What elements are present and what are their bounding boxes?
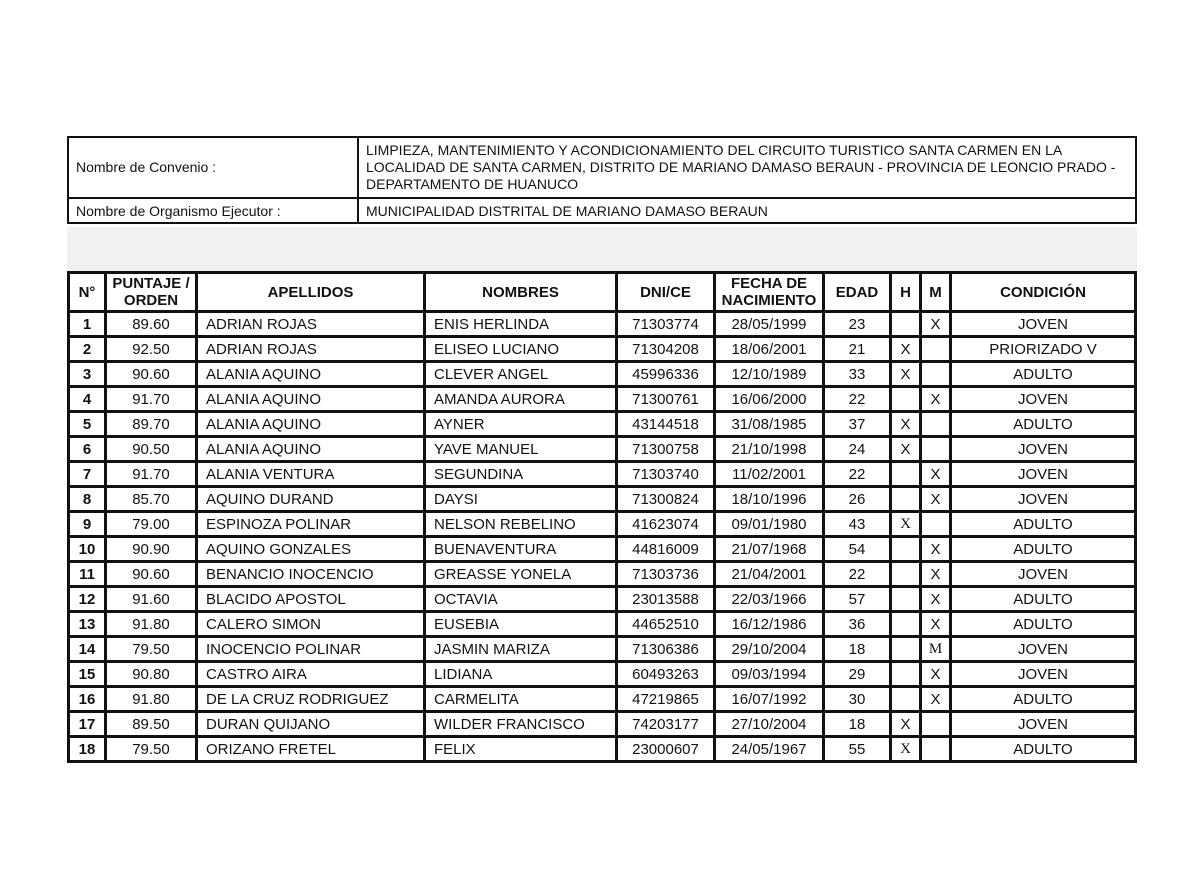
cell-nombres: JASMIN MARIZA [426,638,615,660]
cell-h [892,538,919,560]
col-header-m: M [922,274,949,310]
cell-m: X [922,613,949,635]
cell-m [922,738,949,760]
col-header-nombres: NOMBRES [426,274,615,310]
cell-apellidos: ALANIA AQUINO [198,438,423,460]
cell-condicion: ADULTO [952,363,1134,385]
cell-dni: 23013588 [618,588,713,610]
cell-number: 3 [70,363,104,385]
cell-fecha: 27/10/2004 [716,713,822,735]
organismo-value: MUNICIPALIDAD DISTRITAL DE MARIANO DAMASO BERAUN [359,199,1135,222]
cell-fecha: 22/03/1966 [716,588,822,610]
cell-apellidos: ADRIAN ROJAS [198,313,423,335]
cell-apellidos: ORIZANO FRETEL [198,738,423,760]
cell-number: 16 [70,688,104,710]
cell-condicion: ADULTO [952,588,1134,610]
cell-condicion: PRIORIZADO V [952,338,1134,360]
cell-number: 2 [70,338,104,360]
cell-puntaje: 90.80 [107,663,195,685]
table-row [70,688,1134,710]
cell-number: 13 [70,613,104,635]
cell-h [892,638,919,660]
cell-edad: 22 [825,463,889,485]
cell-h: X [892,738,919,760]
table-row [70,738,1134,760]
cell-puntaje: 79.50 [107,638,195,660]
cell-apellidos: ALANIA AQUINO [198,413,423,435]
table-row [70,513,1134,535]
cell-nombres: WILDER FRANCISCO [426,713,615,735]
cell-number: 14 [70,638,104,660]
cell-number: 17 [70,713,104,735]
document-sheet [67,136,1137,763]
cell-dni: 44652510 [618,613,713,635]
cell-h [892,688,919,710]
col-header-n: N° [70,274,104,310]
cell-nombres: DAYSI [426,488,615,510]
convenio-label: Nombre de Convenio : [69,138,357,197]
cell-condicion: JOVEN [952,638,1134,660]
cell-nombres: NELSON REBELINO [426,513,615,535]
table-row [70,313,1134,335]
cell-condicion: JOVEN [952,713,1134,735]
cell-number: 5 [70,413,104,435]
cell-m [922,713,949,735]
cell-condicion: ADULTO [952,538,1134,560]
cell-condicion: ADULTO [952,613,1134,635]
cell-m [922,363,949,385]
cell-fecha: 18/06/2001 [716,338,822,360]
cell-apellidos: CASTRO AIRA [198,663,423,685]
cell-edad: 18 [825,638,889,660]
cell-puntaje: 91.80 [107,613,195,635]
cell-h [892,588,919,610]
cell-nombres: ELISEO LUCIANO [426,338,615,360]
table-row [70,713,1134,735]
table-row [70,463,1134,485]
cell-m [922,338,949,360]
cell-m: X [922,538,949,560]
cell-fecha: 21/04/2001 [716,563,822,585]
table-row [70,438,1134,460]
cell-h: X [892,713,919,735]
table-row [70,563,1134,585]
convenio-info-table [67,136,1137,224]
cell-apellidos: ALANIA VENTURA [198,463,423,485]
cell-h [892,563,919,585]
cell-puntaje: 79.50 [107,738,195,760]
cell-fecha: 31/08/1985 [716,413,822,435]
cell-puntaje: 91.60 [107,588,195,610]
cell-h [892,663,919,685]
cell-m: X [922,313,949,335]
cell-edad: 21 [825,338,889,360]
cell-fecha: 29/10/2004 [716,638,822,660]
cell-puntaje: 89.70 [107,413,195,435]
table-row [70,538,1134,560]
cell-fecha: 09/01/1980 [716,513,822,535]
cell-puntaje: 91.80 [107,688,195,710]
cell-dni: 45996336 [618,363,713,385]
cell-h [892,613,919,635]
cell-m: X [922,663,949,685]
cell-puntaje: 90.90 [107,538,195,560]
cell-fecha: 16/07/1992 [716,688,822,710]
cell-dni: 41623074 [618,513,713,535]
cell-dni: 71303736 [618,563,713,585]
cell-m [922,413,949,435]
cell-apellidos: BENANCIO INOCENCIO [198,563,423,585]
cell-condicion: ADULTO [952,513,1134,535]
table-row [70,588,1134,610]
cell-puntaje: 89.60 [107,313,195,335]
cell-nombres: CARMELITA [426,688,615,710]
cell-number: 10 [70,538,104,560]
cell-dni: 71306386 [618,638,713,660]
cell-apellidos: CALERO SIMON [198,613,423,635]
convenio-value: LIMPIEZA, MANTENIMIENTO Y ACONDICIONAMIENTO DEL CIRCUITO TURISTICO SANTA CARMEN EN LA LOCALIDAD DE SANTA CARMEN, DISTRITO DE MARIANO DAMASO BERAUN - PROVINCIA DE LEONCIO PRADO - DEPARTAMENTO DE HUANUCO [359,138,1135,197]
cell-apellidos: DURAN QUIJANO [198,713,423,735]
cell-edad: 37 [825,413,889,435]
cell-nombres: AMANDA AURORA [426,388,615,410]
cell-condicion: JOVEN [952,563,1134,585]
table-body [70,313,1134,760]
cell-dni: 74203177 [618,713,713,735]
table-row [70,638,1134,660]
cell-dni: 44816009 [618,538,713,560]
cell-edad: 30 [825,688,889,710]
cell-edad: 26 [825,488,889,510]
table-row [70,488,1134,510]
cell-condicion: JOVEN [952,313,1134,335]
table-row [70,338,1134,360]
cell-condicion: ADULTO [952,738,1134,760]
cell-edad: 36 [825,613,889,635]
cell-h [892,388,919,410]
cell-nombres: LIDIANA [426,663,615,685]
cell-m: X [922,688,949,710]
cell-nombres: AYNER [426,413,615,435]
col-header-edad: EDAD [825,274,889,310]
cell-number: 4 [70,388,104,410]
cell-h [892,488,919,510]
cell-apellidos: INOCENCIO POLINAR [198,638,423,660]
cell-edad: 29 [825,663,889,685]
col-header-apellidos: APELLIDOS [198,274,423,310]
cell-puntaje: 79.00 [107,513,195,535]
cell-dni: 71300824 [618,488,713,510]
cell-edad: 55 [825,738,889,760]
table-row [70,363,1134,385]
cell-edad: 22 [825,563,889,585]
cell-number: 18 [70,738,104,760]
cell-apellidos: ALANIA AQUINO [198,363,423,385]
cell-dni: 71300758 [618,438,713,460]
cell-dni: 71304208 [618,338,713,360]
col-header-h: H [892,274,919,310]
cell-edad: 43 [825,513,889,535]
cell-edad: 33 [825,363,889,385]
cell-h: X [892,363,919,385]
table-row [70,613,1134,635]
cell-fecha: 09/03/1994 [716,663,822,685]
cell-apellidos: ESPINOZA POLINAR [198,513,423,535]
cell-nombres: FELIX [426,738,615,760]
cell-puntaje: 91.70 [107,388,195,410]
cell-number: 1 [70,313,104,335]
cell-m [922,513,949,535]
cell-dni: 71303774 [618,313,713,335]
cell-m [922,438,949,460]
cell-h: X [892,513,919,535]
cell-puntaje: 90.50 [107,438,195,460]
table-row [70,388,1134,410]
cell-fecha: 21/07/1968 [716,538,822,560]
cell-fecha: 16/06/2000 [716,388,822,410]
cell-m: X [922,488,949,510]
cell-puntaje: 89.50 [107,713,195,735]
cell-m: M [922,638,949,660]
cell-number: 6 [70,438,104,460]
cell-fecha: 21/10/1998 [716,438,822,460]
cell-h: X [892,438,919,460]
cell-dni: 43144518 [618,413,713,435]
cell-fecha: 12/10/1989 [716,363,822,385]
table-header-row [70,274,1134,310]
cell-edad: 57 [825,588,889,610]
organismo-label: Nombre de Organismo Ejecutor : [69,199,357,222]
col-header-puntaje: PUNTAJE / ORDEN [107,274,195,310]
cell-number: 11 [70,563,104,585]
col-header-condicion: CONDICIÓN [952,274,1134,310]
cell-nombres: ENIS HERLINDA [426,313,615,335]
cell-dni: 71300761 [618,388,713,410]
cell-apellidos: ADRIAN ROJAS [198,338,423,360]
cell-fecha: 11/02/2001 [716,463,822,485]
cell-edad: 23 [825,313,889,335]
cell-puntaje: 90.60 [107,563,195,585]
cell-apellidos: AQUINO GONZALES [198,538,423,560]
spacer-band [67,227,1137,271]
cell-condicion: ADULTO [952,688,1134,710]
cell-apellidos: DE LA CRUZ RODRIGUEZ [198,688,423,710]
cell-nombres: OCTAVIA [426,588,615,610]
cell-puntaje: 90.60 [107,363,195,385]
cell-m: X [922,463,949,485]
cell-puntaje: 92.50 [107,338,195,360]
table-row [70,413,1134,435]
cell-fecha: 28/05/1999 [716,313,822,335]
cell-number: 9 [70,513,104,535]
cell-number: 7 [70,463,104,485]
beneficiaries-table [67,271,1137,763]
cell-fecha: 18/10/1996 [716,488,822,510]
cell-condicion: JOVEN [952,663,1134,685]
cell-number: 8 [70,488,104,510]
cell-fecha: 24/05/1967 [716,738,822,760]
cell-edad: 22 [825,388,889,410]
cell-nombres: SEGUNDINA [426,463,615,485]
cell-h: X [892,413,919,435]
cell-dni: 71303740 [618,463,713,485]
cell-m: X [922,588,949,610]
cell-puntaje: 91.70 [107,463,195,485]
cell-apellidos: ALANIA AQUINO [198,388,423,410]
cell-condicion: JOVEN [952,463,1134,485]
cell-dni: 60493263 [618,663,713,685]
cell-condicion: JOVEN [952,388,1134,410]
cell-condicion: ADULTO [952,413,1134,435]
cell-nombres: EUSEBIA [426,613,615,635]
cell-edad: 18 [825,713,889,735]
cell-h [892,463,919,485]
cell-edad: 24 [825,438,889,460]
cell-h: X [892,338,919,360]
cell-condicion: JOVEN [952,488,1134,510]
cell-nombres: BUENAVENTURA [426,538,615,560]
cell-number: 12 [70,588,104,610]
cell-apellidos: BLACIDO APOSTOL [198,588,423,610]
cell-fecha: 16/12/1986 [716,613,822,635]
cell-edad: 54 [825,538,889,560]
cell-number: 15 [70,663,104,685]
cell-condicion: JOVEN [952,438,1134,460]
table-row [70,663,1134,685]
cell-nombres: YAVE MANUEL [426,438,615,460]
col-header-dni: DNI/CE [618,274,713,310]
cell-m: X [922,563,949,585]
col-header-fecha: FECHA DE NACIMIENTO [716,274,822,310]
cell-m: X [922,388,949,410]
cell-h [892,313,919,335]
cell-dni: 47219865 [618,688,713,710]
cell-nombres: CLEVER ANGEL [426,363,615,385]
cell-dni: 23000607 [618,738,713,760]
cell-nombres: GREASSE YONELA [426,563,615,585]
cell-puntaje: 85.70 [107,488,195,510]
cell-apellidos: AQUINO DURAND [198,488,423,510]
